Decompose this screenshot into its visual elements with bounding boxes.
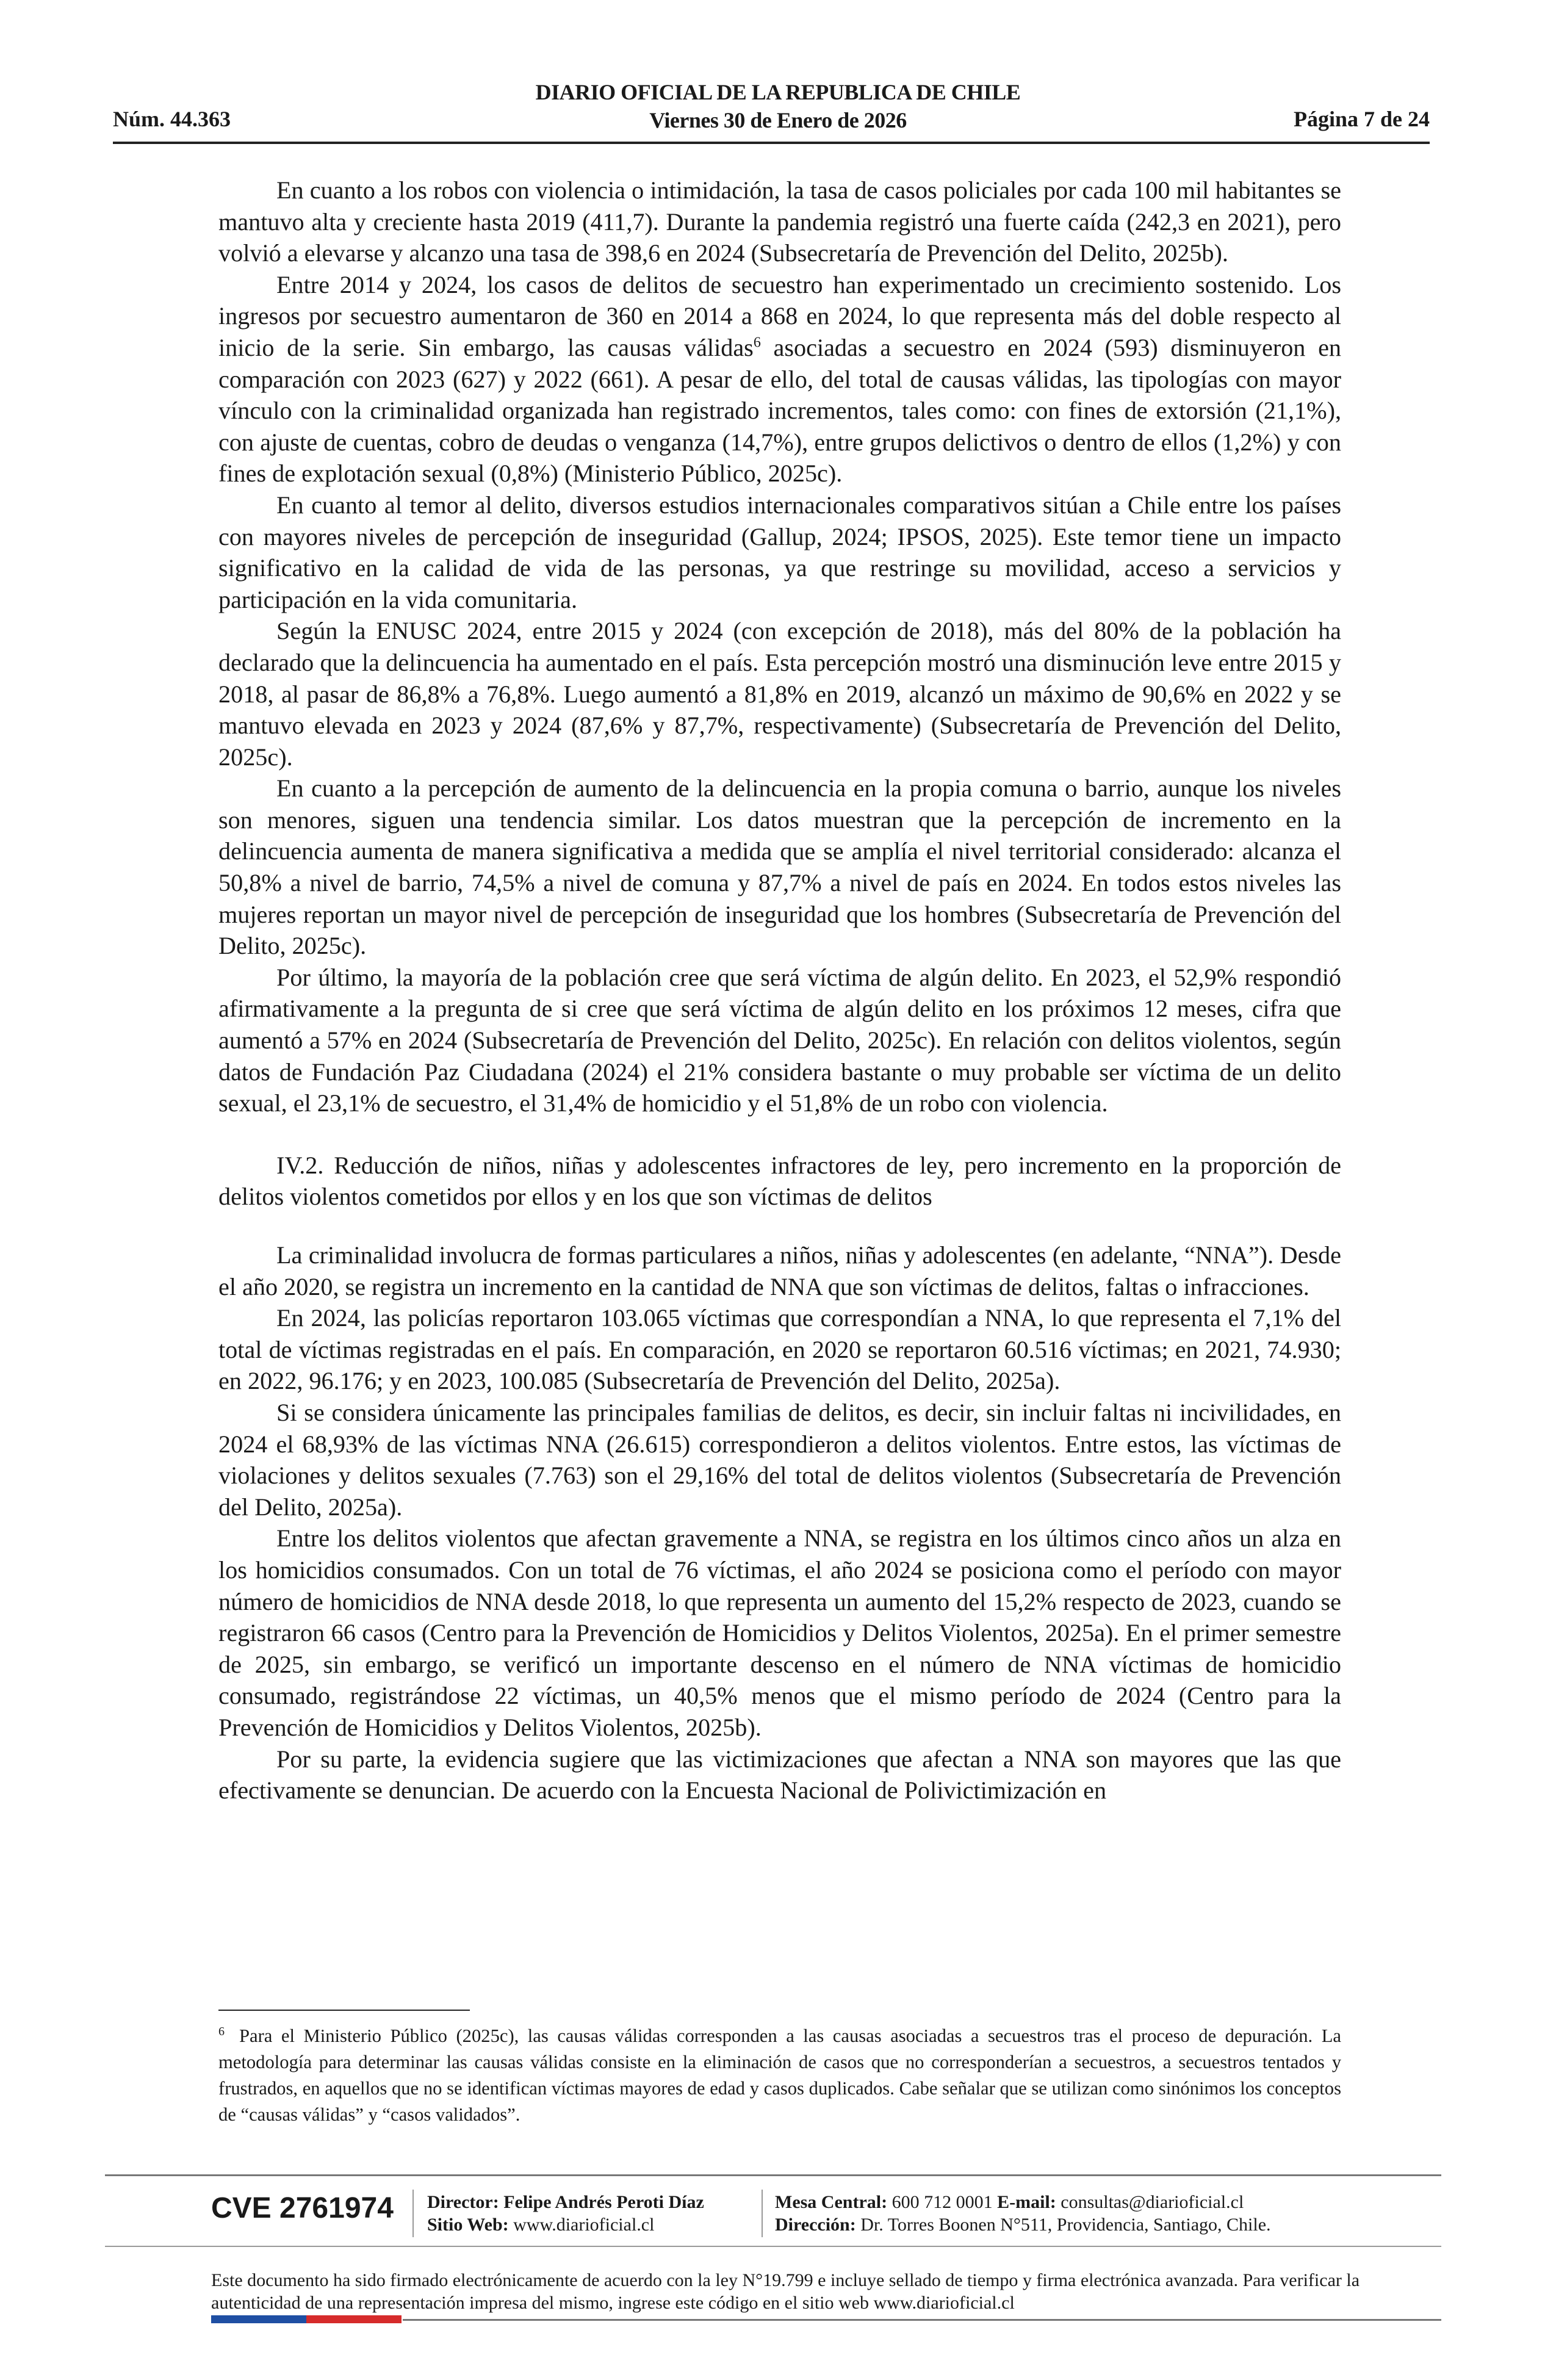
paragraph: Entre los delitos violentos que afectan gravemente a NNA, se registra en los últimos cinco años un alza en los homicidios consumados. Con un total de 76 víctimas, el año 2024 se posiciona como el período con mayor número de homicidios de NNA desde 2018, lo que representa un aumento del 15,2% respecto de 2023, cuando se registraron 66 casos (Centro para la Prevención de Homicidios y Delitos Violentos, 2025a). En el primer semestre de 2025, sin embargo, se verificó un importante descenso en el número de NNA víctimas de homicidio consumado, registrándose 22 víctimas, un 40,5% menos que el mismo período de 2024 (Centro para la Prevención de Homicidios y Delitos Violentos, 2025b).: [218, 1524, 1341, 1741]
publication-title: DIARIO OFICIAL DE LA REPUBLICA DE CHILE: [535, 80, 1021, 104]
footnote-text: Para el Ministerio Público (2025c), las causas válidas corresponden a las causas asociadas a secuestros tras el proceso de depuración. La metodología para determinar las causas válidas consiste en la eliminación de casos que no corresponderían a secuestros, a secuestros tentados y frustrados, en aquellos que no se identifican víctimas mayores de edad y casos duplicados. Cabe señalar que se utilizan como sinónimos los conceptos de “causas válidas” y “casos validados”.: [218, 2025, 1341, 2125]
flag-stripe: [211, 2315, 402, 2323]
paragraph: [218, 269, 1341, 489]
paragraph: La criminalidad involucra de formas particulares a niños, niñas y adolescentes (en adelante, “NNA”). Desde el año 2020, se registra un incremento en la cantidad de NNA que son víctimas de delitos, faltas o infracciones.: [218, 1241, 1341, 1300]
issue-date: Viernes 30 de Enero de 2026: [649, 108, 907, 132]
footnote-divider: [218, 2010, 470, 2011]
footnote: [218, 2023, 1341, 2128]
flag-red-segment: [306, 2315, 402, 2323]
paragraph-text: asociadas a secuestro en 2024 (593) disminuyeron en comparación con 2023 (627) y 2022 (661). A pesar de ello, del total de causas válidas, las tipologías con mayor vínculo con la criminalidad organizada han registrado incrementos, tales como: con fines de extorsión (21,1%), con ajuste de cuentas, cobro de deudas o venganza (14,7%), entre grupos delictivos o dentro de ellos (1,2%) y con fines de explotación sexual (0,8%) (Ministerio Público, 2025c).: [218, 333, 1342, 488]
issue-number: Núm. 44.363: [113, 107, 231, 131]
footer-bottom-divider: [403, 2319, 1441, 2321]
paragraph: Por su parte, la evidencia sugiere que las victimizaciones que afectan a NNA son mayores que las que efectivamente se denuncian. De acuerdo con la Encuesta Nacional de Polivictimización en: [218, 1745, 1341, 1805]
website-link[interactable]: www.diarioficial.cl: [513, 2215, 655, 2235]
phone-value: 600 712 0001: [891, 2192, 993, 2212]
footer-mid-divider: [105, 2246, 1441, 2247]
email-link[interactable]: consultas@diarioficial.cl: [1061, 2192, 1244, 2212]
flag-blue-segment: [211, 2315, 306, 2323]
footer-director-info: [427, 2191, 704, 2236]
paragraph: Si se considera únicamente las principales familias de delitos, es decir, sin incluir faltas ni incivilidades, en 2024 el 68,93% de las víctimas NNA (26.615) correspondieron a delitos violentos. Entre estos, las víctimas de violaciones y delitos sexuales (7.763) son el 29,16% del total de delitos violentos (Subsecretaría de Prevención del Delito, 2025a).: [218, 1398, 1341, 1521]
footer-contact-info: [775, 2191, 1271, 2236]
signature-notice: Este documento ha sido firmado electrónicamente de acuerdo con la ley N°19.799 e incluye sellado de tiempo y firma electrónica avanzada. Para verificar la autenticidad de una representación impresa del mismo, ingrese este código en el sitio web www.diarioficial.cl: [211, 2270, 1360, 2313]
section-heading: IV.2. Reducción de niños, niñas y adolescentes infractores de ley, pero incremento en la proporción de delitos violentos cometidos por ellos y en los que son víctimas de delitos: [218, 1151, 1341, 1211]
website-label: Sitio Web:: [427, 2215, 509, 2235]
header-divider: [113, 142, 1430, 144]
director-label: Director:: [427, 2192, 499, 2212]
footer-separator: [412, 2190, 414, 2237]
phone-label: Mesa Central:: [775, 2192, 888, 2212]
address-label: Dirección:: [775, 2215, 856, 2235]
paragraph-text: Entre 2014 y 2024, los casos de delitos de secuestro han experimentado un crecimiento sostenido. Los ingresos por secuestro aumentaron de 360 en 2014 a 868 en 2024, lo que representa más del doble respecto al inicio de la serie. Sin embargo, las causas válidas: [218, 270, 1341, 361]
address-value: Dr. Torres Boonen N°511, Providencia, Santiago, Chile.: [860, 2215, 1271, 2235]
footnote-marker: 6: [218, 2024, 225, 2038]
footer-separator: [762, 2190, 763, 2237]
director-name: Felipe Andrés Peroti Díaz: [503, 2192, 704, 2212]
paragraph: En cuanto al temor al delito, diversos estudios internacionales comparativos sitúan a Chile entre los países con mayores niveles de percepción de inseguridad (Gallup, 2024; IPSOS, 2025). Este temor tiene un impacto significativo en la calidad de vida de las personas, ya que restringe su movilidad, acceso a servicios y participación en la vida comunitaria.: [218, 491, 1341, 613]
page-indicator: Página 7 de 24: [1293, 107, 1430, 131]
paragraph: Según la ENUSC 2024, entre 2015 y 2024 (con excepción de 2018), más del 80% de la población ha declarado que la delincuencia ha aumentado en el país. Esta percepción mostró una disminución leve entre 2015 y 2018, al pasar de 86,8% a 76,8%. Luego aumentó a 81,8% en 2019, alcanzó un máximo de 90,6% en 2022 y se mantuvo elevada en 2023 y 2024 (87,6% y 87,7%, respectivamente) (Subsecretaría de Prevención del Delito, 2025c).: [218, 617, 1341, 771]
email-label: E-mail:: [997, 2192, 1056, 2212]
article-body: [218, 175, 1341, 1806]
footer-top-divider: [105, 2174, 1441, 2176]
paragraph: Por último, la mayoría de la población cree que será víctima de algún delito. En 2023, el 52,9% respondió afirmativamente a la pregunta de si cree que será víctima de algún delito en los próximos 12 meses, cifra que aumentó a 57% en 2024 (Subsecretaría de Prevención del Delito, 2025c). En relación con delitos violentos, según datos de Fundación Paz Ciudadana (2024) el 21% considera bastante o muy probable ser víctima de un delito sexual, el 23,1% de secuestro, el 31,4% de homicidio y el 51,8% de un robo con violencia.: [218, 963, 1341, 1117]
paragraph: En cuanto a la percepción de aumento de la delincuencia en la propia comuna o barrio, aunque los niveles son menores, siguen una tendencia similar. Los datos muestran que la percepción de incremento en la delincuencia aumenta de manera significativa a medida que se amplía el nivel territorial considerado: alcanza el 50,8% a nivel de barrio, 74,5% a nivel de comuna y 87,7% a nivel de país en 2024. En todos estos niveles las mujeres reportan un mayor nivel de percepción de inseguridad que los hombres (Subsecretaría de Prevención del Delito, 2025c).: [218, 774, 1341, 960]
footnote-reference[interactable]: 6: [753, 334, 761, 351]
paragraph: En 2024, las policías reportaron 103.065 víctimas que correspondían a NNA, lo que representa el 7,1% del total de víctimas registradas en el país. En comparación, en 2020 se reportaron 60.516 víctimas; en 2021, 74.930; en 2022, 96.176; y en 2023, 100.085 (Subsecretaría de Prevención del Delito, 2025a).: [218, 1304, 1341, 1395]
cve-code: CVE 2761974: [211, 2192, 394, 2224]
paragraph: En cuanto a los robos con violencia o intimidación, la tasa de casos policiales por cada 100 mil habitantes se mantuvo alta y creciente hasta 2019 (411,7). Durante la pandemia registró una fuerte caída (242,3 en 2021), pero volvió a elevarse y alcanzo una tasa de 398,6 en 2024 (Subsecretaría de Prevención del Delito, 2025b).: [218, 176, 1341, 267]
